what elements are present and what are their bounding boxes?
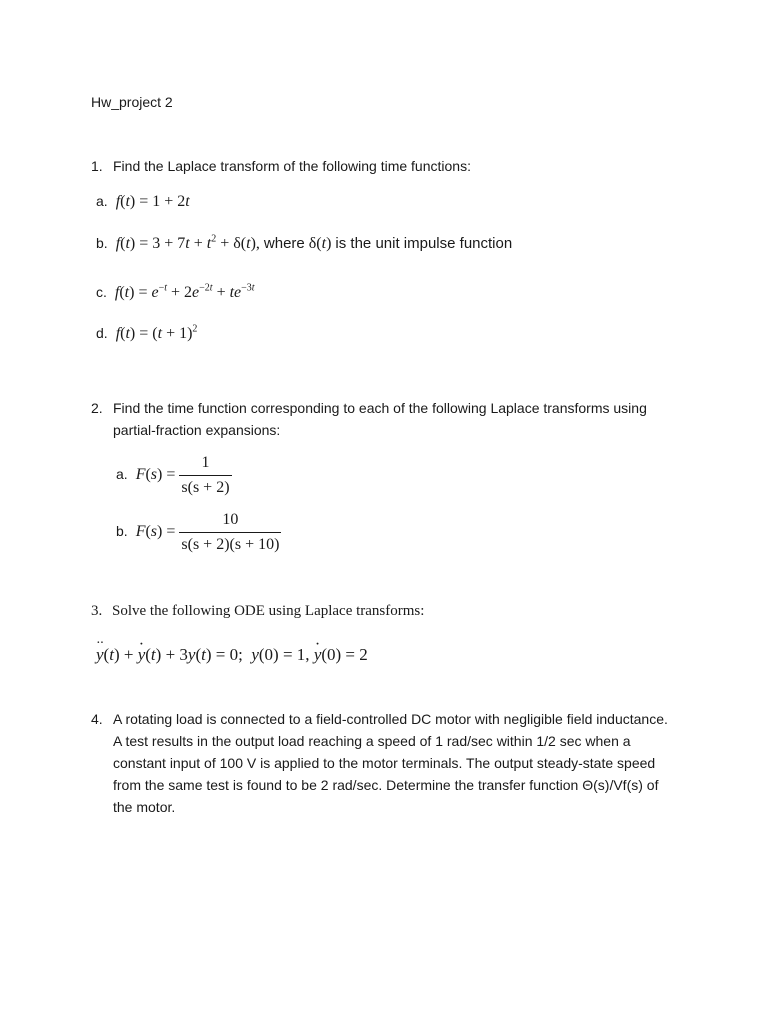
q2-item-a-label: a. xyxy=(116,466,128,483)
q1-item-b: b. $f(t) = 3 + 7t + t^2 + \delta(t)$, where δ(t) is the unit impulse function xyxy=(96,233,513,252)
q1-item-b-label: b. xyxy=(96,235,108,251)
q1-number: 1. xyxy=(91,158,103,174)
q3-equation: ·· y(t) + · y(t) + 3y(t) = 0; y(0) = 1, · y(0) = 2 xyxy=(96,645,368,665)
q1-item-d-label: d. xyxy=(96,325,108,341)
q1-item-c-label: c. xyxy=(96,284,107,300)
q2-item-b-fraction xyxy=(179,511,281,554)
q2-item-b-label: b. xyxy=(116,523,128,540)
q3-number: 3. xyxy=(91,603,103,619)
q2-number: 2. xyxy=(91,400,103,416)
q1-item-c: c. $f(t) = e^{-t} + 2e^{-2t} + te^{-3t}$ xyxy=(96,282,255,301)
q2-text: Find the time function corresponding to each of the following Laplace transforms using partial-fraction expansions: xyxy=(113,400,647,438)
q1-item-d: d. $f(t) = (t + 1)^2$ xyxy=(96,323,198,342)
q2-item-a-denominator: s(s + 2) xyxy=(179,475,231,497)
q2-item-a-numerator: 1 xyxy=(201,454,210,471)
document-title: Hw_project 2 xyxy=(91,94,173,110)
q2-item-a-fraction xyxy=(179,454,231,497)
q1-item-a-label: a. xyxy=(96,193,108,209)
q2-item-b-denominator: s(s + 2)(s + 10) xyxy=(179,532,281,554)
q4-number: 4. xyxy=(91,711,103,727)
q1-text: Find the Laplace transform of the following time functions: xyxy=(113,158,471,174)
q3-header xyxy=(91,603,424,620)
q2-item-a: a. F(s) = $\frac{1}{s(s + 2)}$ xyxy=(116,454,230,496)
q1-item-a: a. f(t) = 1 + 2t xyxy=(96,193,190,210)
q4-text: A rotating load is connected to a field-controlled DC motor with negligible field inductance. A test results in the output load reaching a speed of 1 rad/sec within 1/2 sec when a constant input of 100 V is applied to the motor terminals. The output steady-state speed from the same test is found to be 2 rad/sec. Determine the transfer function Θ(s)/Vf(s) of the motor. xyxy=(113,711,668,815)
q3-text: Solve the following ODE using Laplace transforms: xyxy=(112,603,425,619)
q2-item-b-numerator: 10 xyxy=(222,511,239,528)
q2-item-b: b. F(s) = $\frac{10}{s(s + 2)(s + 10)}$ xyxy=(116,511,280,553)
